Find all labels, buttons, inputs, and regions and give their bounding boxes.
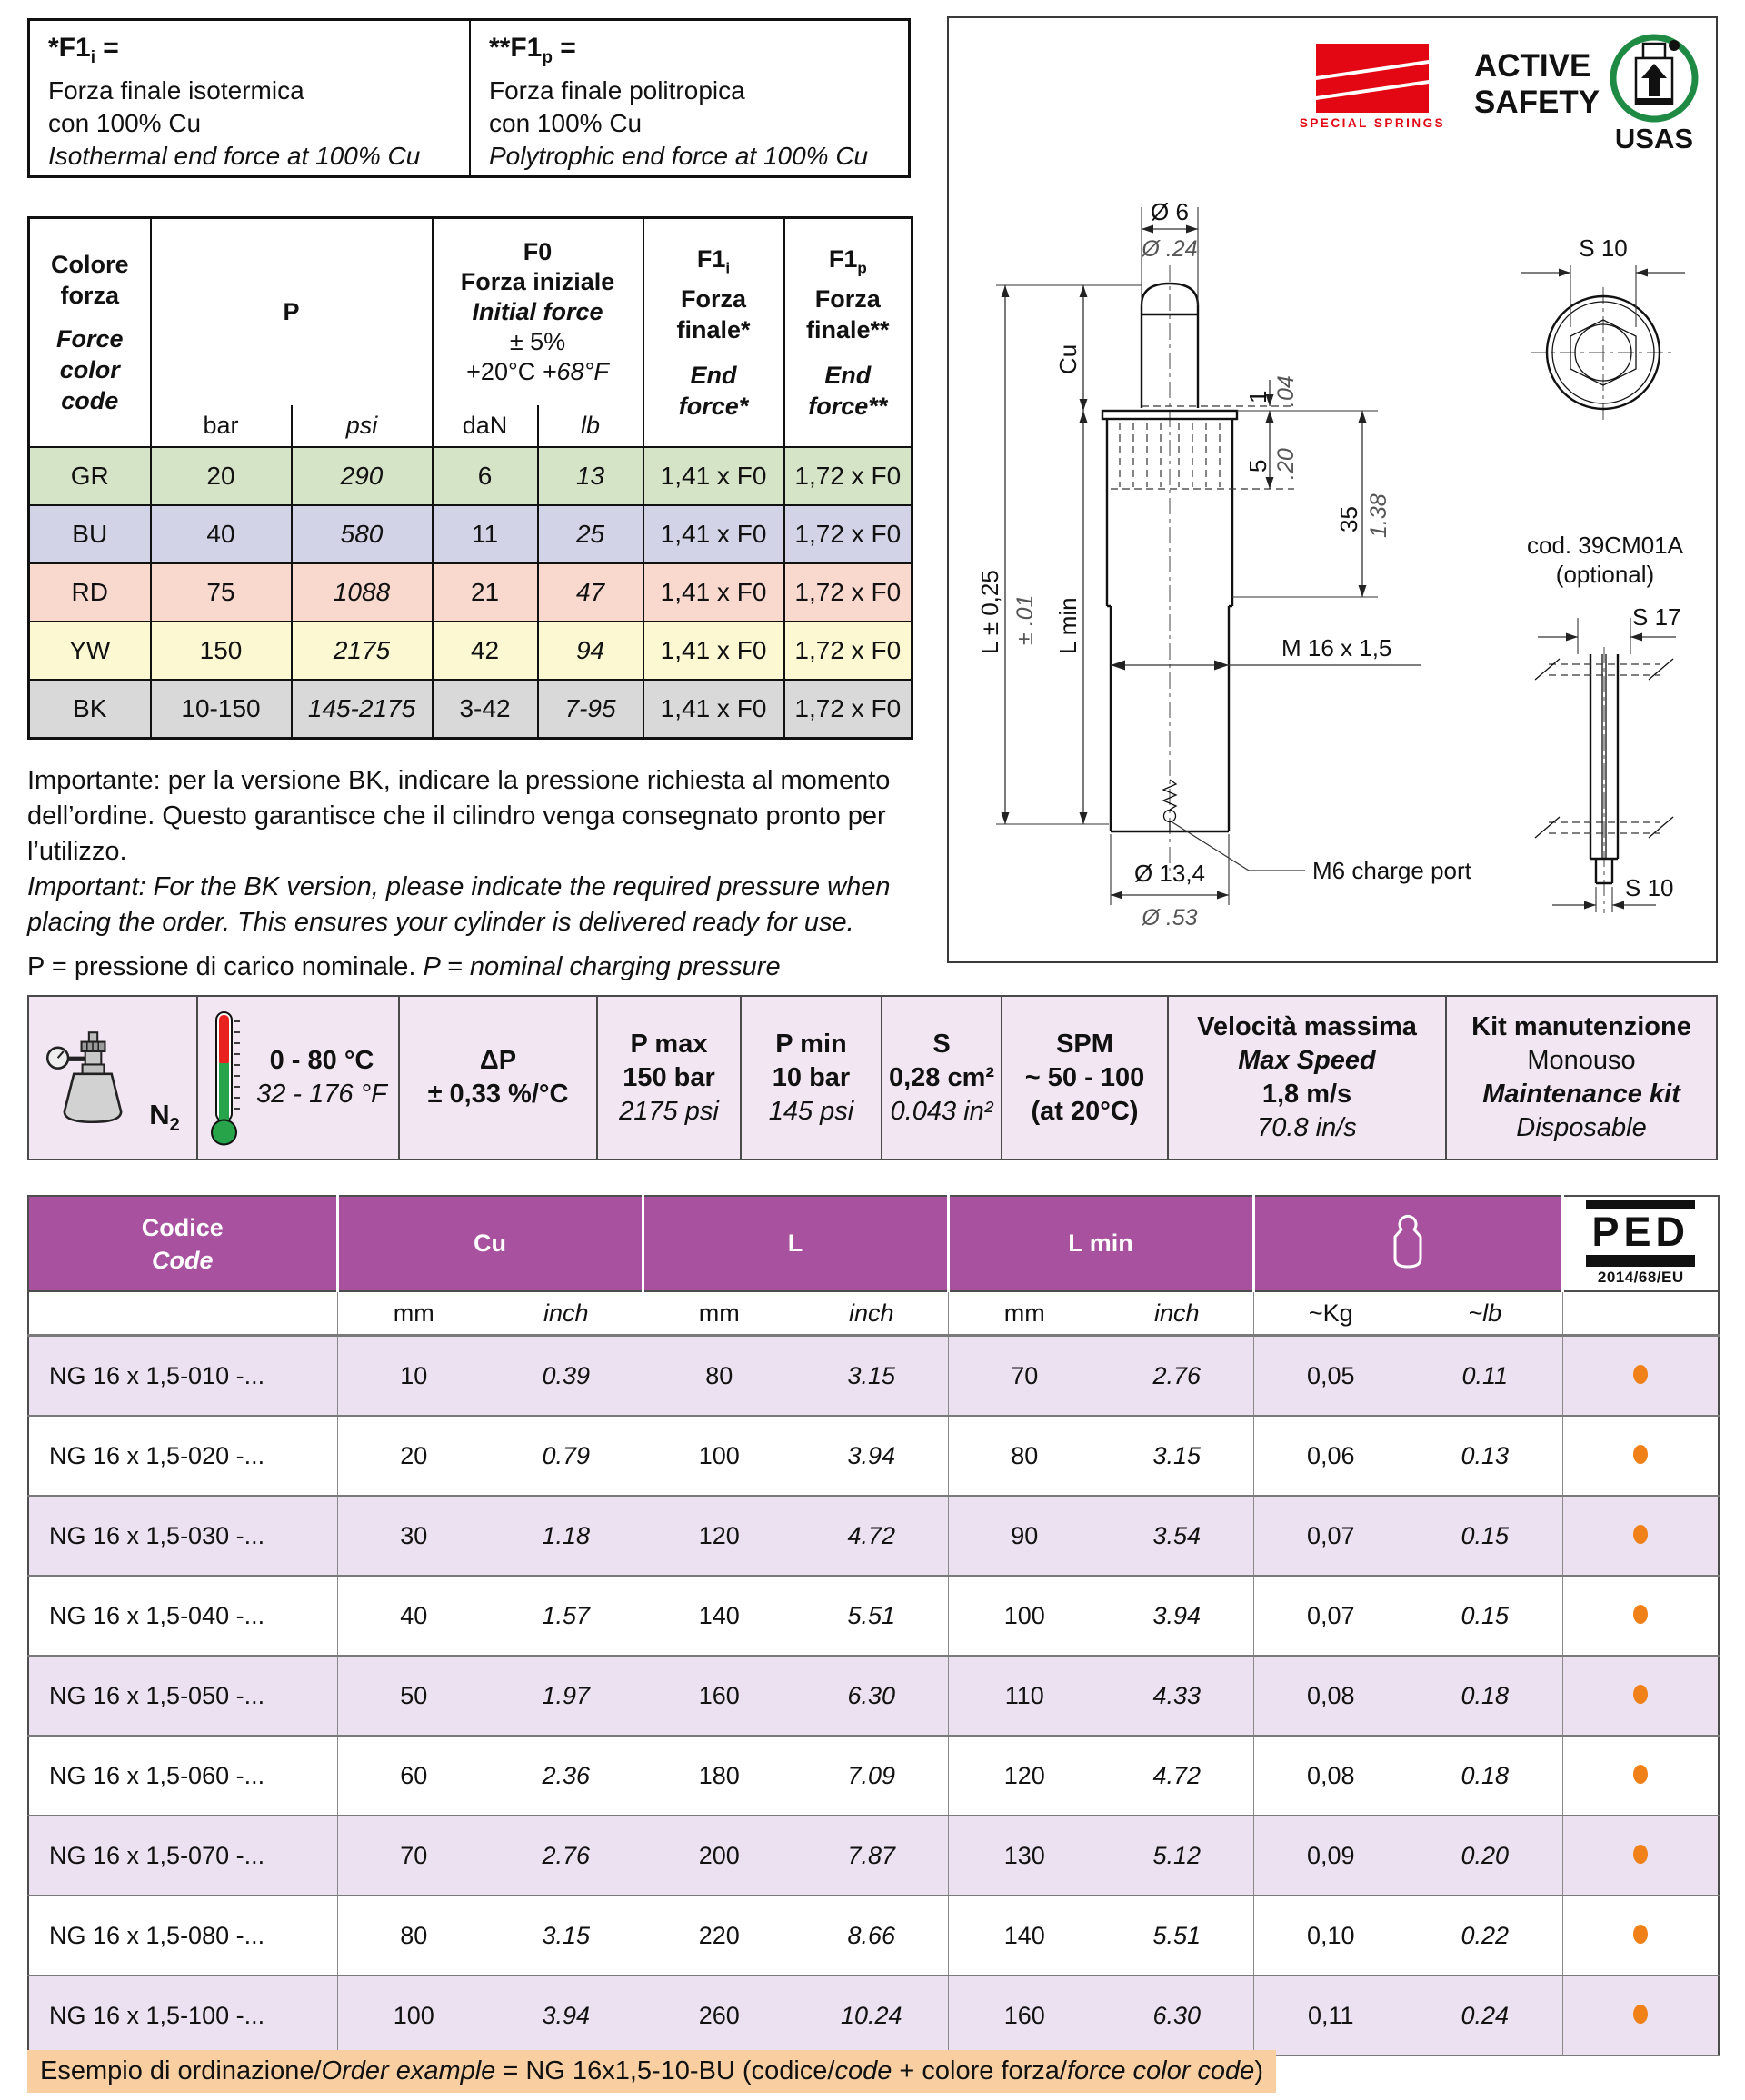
svg-text:ACTIVE: ACTIVE — [1474, 48, 1591, 84]
product-code: NG 16 x 1,5-060 -... — [28, 1736, 337, 1816]
optional-code-label: cod. 39CM01A — [1527, 532, 1683, 559]
rod-dia-mm: Ø 6 — [1151, 198, 1189, 225]
ped-dot — [1633, 1685, 1648, 1704]
f1i-line1: Forza finale isotermica — [48, 76, 304, 105]
svg-text:SAFETY: SAFETY — [1474, 85, 1600, 120]
cu-header: Cu — [337, 1196, 643, 1291]
table-row: NG 16 x 1,5-100 -... 100 3.94 260 10.24 160 6.30 0,11 0.24 — [28, 1976, 1719, 2055]
l-header: L — [643, 1196, 948, 1291]
optional-label: (optional) — [1555, 561, 1655, 588]
temp-celsius: 0 - 80 °C — [269, 1046, 374, 1075]
temperature-cell — [198, 997, 400, 1159]
ped-dot — [1633, 2005, 1648, 2024]
spec-band — [27, 995, 1718, 1160]
force-row-bk: BK 10-150 145-2175 3-42 7-95 1,41 x F0 1,72 x F0 — [29, 680, 912, 739]
ped-dot — [1633, 1445, 1648, 1464]
special-springs-logo — [1300, 44, 1445, 130]
cu-label: Cu — [1054, 343, 1082, 374]
maintenance-kit-cell: Kit manutenzione Monouso Maintenance kit Disposable — [1471, 1012, 1691, 1142]
table-row: NG 16 x 1,5-040 -... 40 1.57 140 5.51 100 3.94 0,07 0.15 — [28, 1576, 1719, 1656]
unit-lb: lb — [538, 405, 643, 447]
ped-dot-cell — [1562, 1576, 1719, 1656]
f1i-line2: con 100% Cu — [48, 109, 202, 137]
f1-definitions — [27, 18, 911, 178]
force-code: GR — [29, 447, 151, 505]
ped-dot-cell — [1562, 1496, 1719, 1576]
force-code: BU — [29, 505, 151, 563]
force-row-gr: GR 20 290 6 13 1,41 x F0 1,72 x F0 — [29, 447, 912, 505]
order-table-header — [28, 1196, 1719, 1291]
n2-bottle-icon — [45, 1027, 140, 1129]
table-row: NG 16 x 1,5-010 -... 10 0.39 80 3.15 70 2.76 0,05 0.11 — [28, 1336, 1719, 1417]
f1i-term: $*F1_i$ = — [48, 33, 119, 67]
ped-dot — [1633, 1525, 1648, 1544]
f1p-term: $**F1_p$ = — [489, 33, 576, 67]
ped-dot-cell — [1562, 1976, 1719, 2055]
s10-bottom-label: S 10 — [1625, 874, 1674, 901]
table-row: NG 16 x 1,5-060 -... 60 2.36 180 7.09 120 4.72 0,08 0.18 — [28, 1736, 1719, 1816]
gas-cell — [29, 997, 198, 1159]
f1p-line2: con 100% Cu — [489, 109, 643, 137]
l-min-label: L min — [1054, 597, 1082, 654]
ped-dot-cell — [1562, 1416, 1719, 1496]
table-row: NG 16 x 1,5-070 -... 70 2.76 200 7.87 130 5.12 0,09 0.20 — [28, 1816, 1719, 1896]
product-code: NG 16 x 1,5-080 -... — [28, 1896, 337, 1976]
unit-bar: bar — [151, 405, 292, 447]
dim-5-inch: .20 — [1273, 448, 1299, 480]
weight-header — [1253, 1196, 1562, 1291]
s10-top-label: S 10 — [1579, 234, 1628, 262]
dim-5-mm: 5 — [1244, 459, 1271, 473]
charge-valve-symbol — [1163, 780, 1305, 871]
s17-label: S 17 — [1632, 603, 1681, 631]
product-code: NG 16 x 1,5-100 -... — [28, 1976, 337, 2055]
f1p-line1: Forza finale politropica — [489, 76, 745, 105]
force-row-bu: BU 40 580 11 25 1,41 x F0 1,72 x F0 — [29, 505, 912, 563]
ped-dot — [1633, 1765, 1648, 1784]
table-row: NG 16 x 1,5-020 -... 20 0.79 100 3.94 80 3.15 0,06 0.13 — [28, 1416, 1719, 1496]
note-pressure: P = pressione di carico nominale. P = nominal charging pressure — [27, 952, 781, 981]
important-note — [27, 763, 936, 985]
body-dia-mm: Ø 13,4 — [1133, 860, 1206, 887]
thread-dim — [1111, 661, 1421, 671]
ped-dot — [1633, 1925, 1648, 1944]
force-color-header: Colore forza Force color code — [29, 218, 151, 448]
f1i-definition — [30, 21, 469, 175]
dim-35-mm: 35 — [1335, 506, 1362, 532]
ped-header — [1562, 1196, 1719, 1291]
wrench-side-view — [1535, 618, 1676, 913]
order-table — [27, 1195, 1720, 2056]
order-example-bar: Esempio di ordinazione/Order example = NG 16x1,5-10-BU (codice/code + colore forza/force color code) — [27, 2050, 1276, 2093]
code-header: Codice Code — [28, 1196, 337, 1291]
dim-1-inch: .04 — [1273, 375, 1299, 407]
f0-header: F0 Forza iniziale Initial force ± 5% +20°C +68°F — [433, 218, 643, 406]
ped-dot-cell — [1562, 1336, 1719, 1417]
product-code: NG 16 x 1,5-010 -... — [28, 1336, 337, 1417]
ped-logo: PED 2014/68/EU — [1586, 1200, 1695, 1287]
product-code: NG 16 x 1,5-030 -... — [28, 1496, 337, 1576]
note-english: Important: For the BK version, please indicate the required pressure when placing the order. This ensures your cylinder is delivered ready for use. — [27, 872, 891, 937]
usas-logo — [1613, 37, 1695, 154]
charge-port-label: M6 charge port — [1312, 857, 1471, 884]
p-max-cell: P max 150 bar 2175 psi — [598, 997, 742, 1159]
unit-dan: daN — [433, 405, 538, 447]
thread-label: M 16 x 1,5 — [1281, 634, 1392, 662]
ped-dot — [1633, 1365, 1648, 1384]
section-area-cell: S 0,28 cm² 0.043 in² — [882, 997, 1002, 1159]
active-safety-label — [1474, 48, 1600, 120]
pressure-header: P — [151, 218, 433, 406]
table-row: NG 16 x 1,5-050 -... 50 1.97 160 6.30 110 4.33 0,08 0.18 — [28, 1656, 1719, 1736]
n2-label: $N_2$ — [149, 1098, 180, 1135]
unit-psi: psi — [292, 405, 433, 447]
product-code: NG 16 x 1,5-020 -... — [28, 1416, 337, 1496]
body-dia-inch: Ø .53 — [1142, 905, 1198, 931]
product-code: NG 16 x 1,5-070 -... — [28, 1816, 337, 1896]
l-tolerance-inch: ± .01 — [1012, 594, 1038, 645]
dim-35-inch: 1.38 — [1366, 493, 1391, 538]
thermometer-icon — [209, 1009, 247, 1147]
p-min-cell: P min 10 bar 145 psi — [742, 997, 882, 1159]
weight-icon — [1386, 1209, 1430, 1271]
rod-dia-inch: Ø .24 — [1142, 236, 1198, 262]
temp-fahrenheit: 32 - 176 °F — [256, 1080, 387, 1109]
table-row: NG 16 x 1,5-080 -... 80 3.15 220 8.66 140 5.51 0,10 0.22 — [28, 1896, 1719, 1976]
ped-dot — [1633, 1845, 1648, 1864]
ped-dot-cell — [1562, 1736, 1719, 1816]
product-code: NG 16 x 1,5-050 -... — [28, 1656, 337, 1736]
hex-top-view — [1521, 265, 1685, 423]
ped-dot — [1633, 1605, 1648, 1624]
lmin-header: L min — [948, 1196, 1253, 1291]
ped-dot-cell — [1562, 1656, 1719, 1736]
ped-dot-cell — [1562, 1816, 1719, 1896]
svg-text:SPECIAL SPRINGS: SPECIAL SPRINGS — [1299, 116, 1446, 130]
force-code: RD — [29, 563, 151, 622]
svg-text:USAS: USAS — [1614, 123, 1694, 154]
table-row: NG 16 x 1,5-030 -... 30 1.18 120 4.72 90 3.54 0,07 0.15 — [28, 1496, 1719, 1576]
f1i-line-en: Isothermal end force at 100% Cu — [48, 142, 421, 170]
force-row-rd: RD 75 1088 21 47 1,41 x F0 1,72 x F0 — [29, 563, 912, 622]
f1p-header: $F1_p$ Forza finale** End force** — [784, 218, 912, 448]
max-speed-cell: Velocità massima Max Speed 1,8 m/s 70.8 in/s — [1169, 997, 1447, 1159]
f1p-line-en: Polytrophic end force at 100% Cu — [489, 142, 869, 170]
force-code: YW — [29, 622, 151, 680]
technical-drawing-panel — [947, 16, 1718, 963]
spm-cell: SPM ~ 50 - 100 (at 20°C) — [1002, 997, 1169, 1159]
delta-p-cell: ΔP ± 0,33 %/°C — [400, 997, 598, 1159]
force-row-yw: YW 150 2175 42 94 1,41 x F0 1,72 x F0 — [29, 622, 912, 680]
f1i-header: $F1_i$ Forza finale* End force* — [643, 218, 784, 448]
note-italian: Importante: per la versione BK, indicare la pressione richiesta al momento dell’ordine. Questo garantisce che il cilindro venga consegnato pronto per l’utilizzo. — [27, 766, 891, 866]
ped-dot-cell — [1562, 1896, 1719, 1976]
l-tolerance-mm: L ± 0,25 — [976, 570, 1003, 654]
product-code: NG 16 x 1,5-040 -... — [28, 1576, 337, 1656]
units-row: mm inch mm inch mm inch ~Kg ~lb — [28, 1291, 1719, 1336]
f1p-definition — [469, 21, 908, 175]
dim-1-mm: 1 — [1244, 390, 1271, 403]
technical-drawing — [949, 18, 1716, 961]
force-code: BK — [29, 680, 151, 739]
force-color-table — [27, 216, 913, 740]
